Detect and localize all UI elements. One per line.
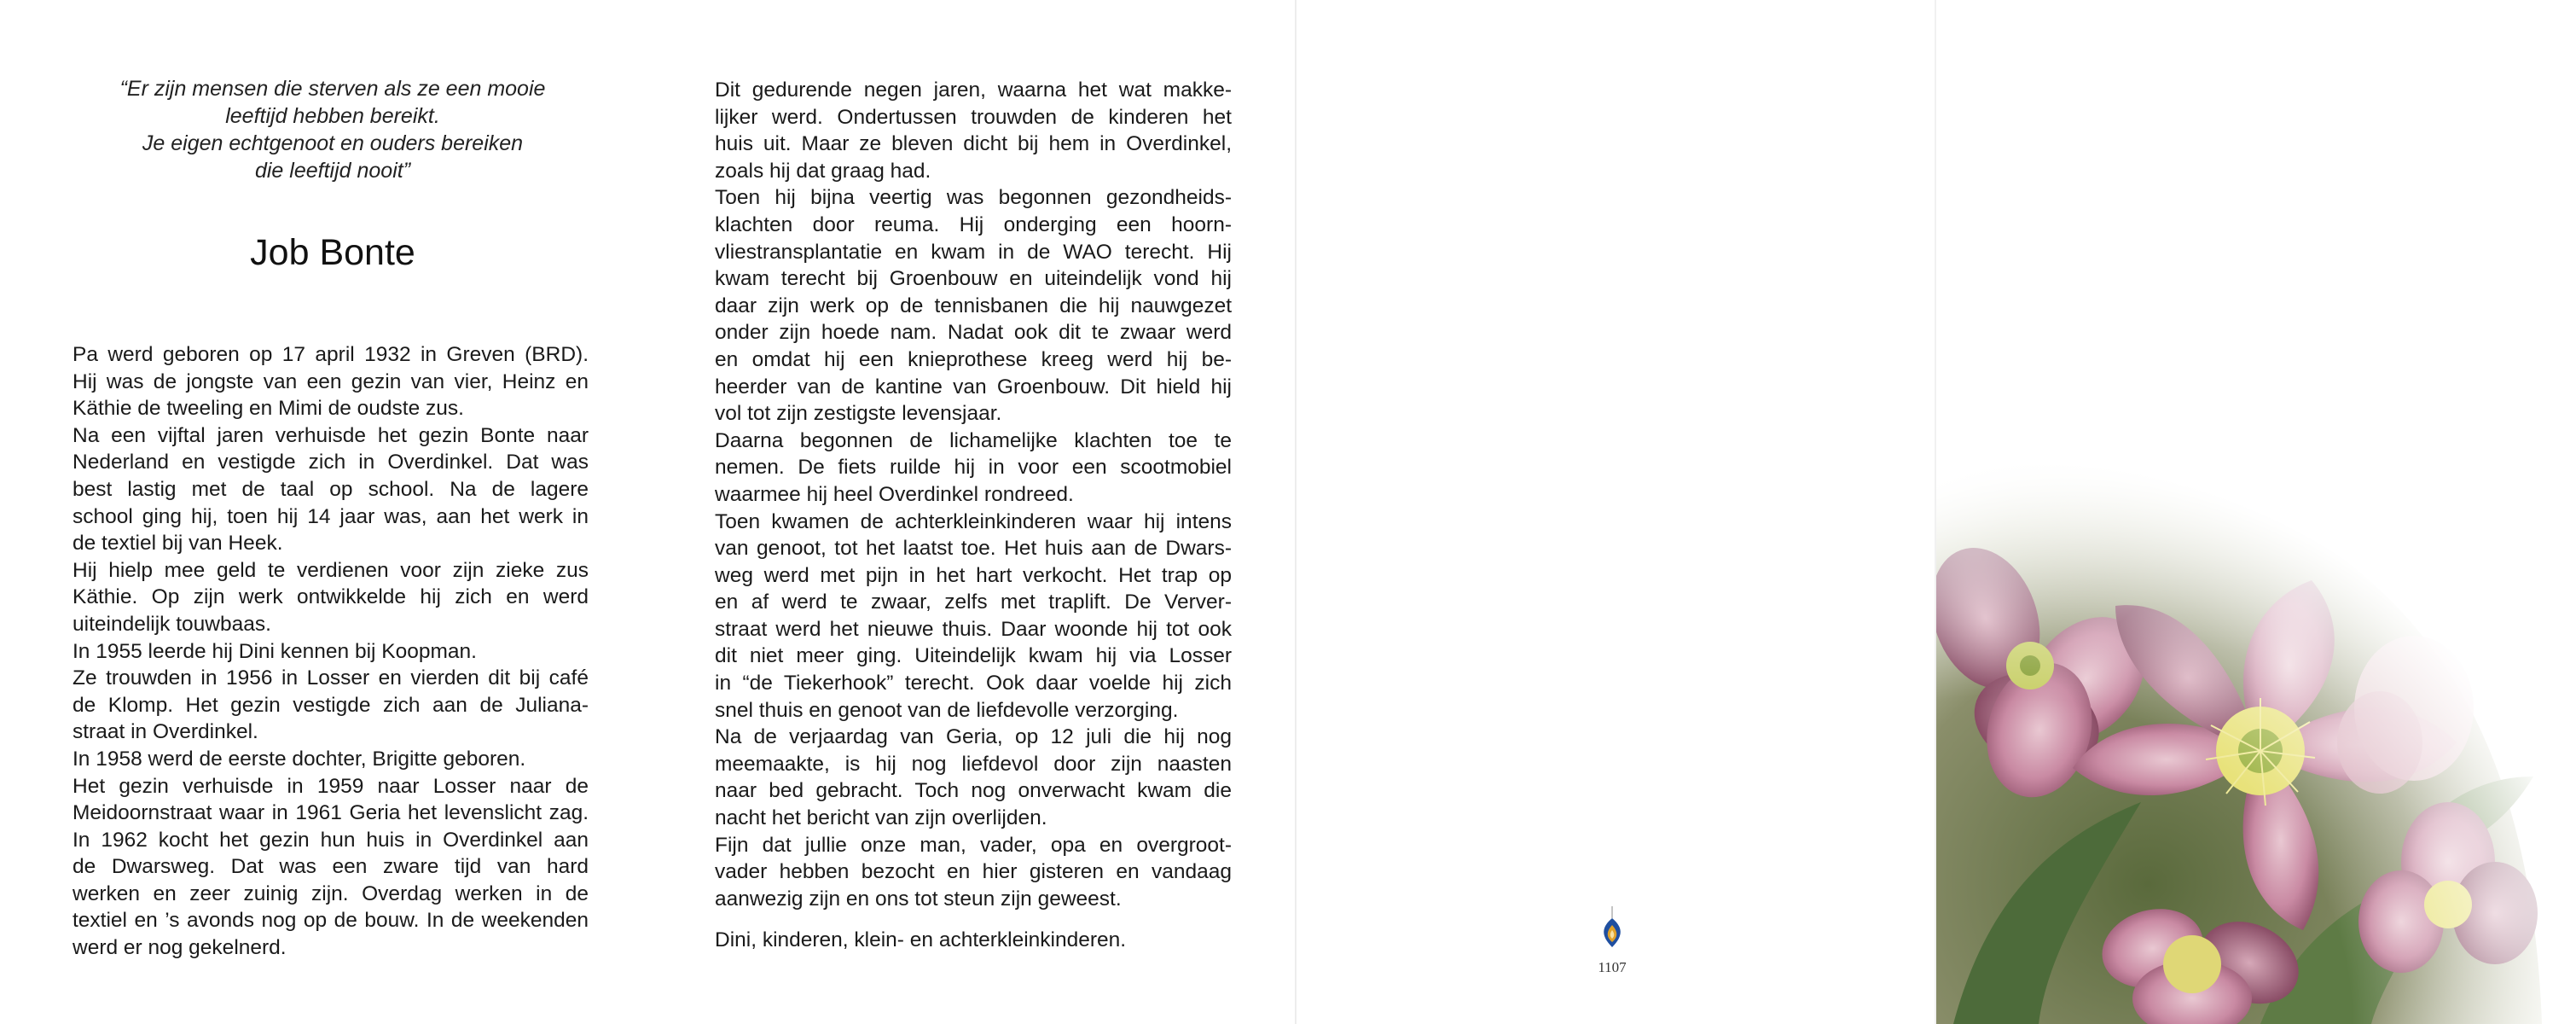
- text-line: werken en zeer zuinig zijn. Overdag werken in de: [73, 881, 589, 905]
- text-line: lijker werd. Ondertussen trouwden de kinderen het: [715, 105, 1232, 129]
- text-line: Käthie. Op zijn werk ontwikkelde hij zich en werd: [73, 585, 589, 609]
- text-line: zoals hij dat graag had.: [715, 159, 931, 183]
- text-line: Hij hielp mee geld te verdienen voor zijn zieke zus: [73, 558, 589, 582]
- quote-line: leeftijd hebben bereikt.: [225, 104, 440, 128]
- text-line: nemen. De fiets ruilde hij in voor een scootmobiel: [715, 456, 1232, 480]
- text-line: Na de verjaardag van Geria, op 12 juli die hij nog: [715, 725, 1232, 749]
- text-line: Daarna begonnen de lichamelijke klachten toe te: [715, 428, 1232, 452]
- text-line: textiel en ’s avonds nog op de bouw. In de weekenden: [73, 909, 589, 933]
- text-line: onder zijn hoede nam. Nadat ook dit te zwaar werd: [715, 321, 1232, 345]
- text-line: in “de Tiekerhook” terecht. Ook daar voelde hij zich: [715, 672, 1232, 695]
- text-line: vader hebben bezocht en hier gisteren en vandaag: [715, 860, 1232, 884]
- text-line: In 1962 kocht het gezin hun huis in Overdinkel aan: [73, 828, 589, 852]
- deceased-name: Job Bonte: [250, 232, 415, 273]
- text-line: In 1955 leerde hij Dini kennen bij Koopman.: [73, 639, 477, 663]
- text-line: van genoot, tot het laatst toe. Het huis aan de Dwars-: [715, 537, 1232, 561]
- hellebore-flowers-image: [1936, 0, 2576, 1024]
- card-page-front: [1936, 0, 2576, 1024]
- biography-column-2: [715, 77, 1232, 912]
- text-line: weg werd met pijn in het hart verkocht. Het trap op: [715, 563, 1232, 587]
- text-line: Na een vijftal jaren verhuisde het gezin Bonte naar: [73, 423, 589, 447]
- text-line: Käthie de tweeling en Mimi de oudste zus.: [73, 397, 464, 421]
- text-line: Het gezin verhuisde in 1959 naar Losser naar de: [73, 774, 589, 798]
- text-line: uiteindelijk touwbaas.: [73, 612, 271, 636]
- flame-logo-icon: [1597, 906, 1627, 951]
- text-line: naar bed gebracht. Toch nog onverwacht kwam die: [715, 779, 1232, 803]
- quote-line: “Er zijn mensen die sterven als ze een mooie: [119, 77, 546, 101]
- text-line: kwam terecht bij Groenbouw en uiteindelijk vond hij: [715, 267, 1232, 291]
- text-line: daar zijn werk op de tennisbanen die hij nauwgezet: [715, 294, 1232, 317]
- text-line: de Dwarsweg. Dat was een zware tijd van hard: [73, 855, 589, 879]
- text-line: klachten door reuma. Hij onderging een hoorn-: [715, 212, 1232, 236]
- text-line: snel thuis en genoot van de liefdevolle verzorging.: [715, 698, 1179, 722]
- text-line: straat werd het nieuwe thuis. Daar woonde hij tot ook: [715, 617, 1232, 641]
- text-line: best lastig met de taal op school. Na de lagere: [73, 477, 589, 501]
- biography-column-1: [73, 341, 589, 962]
- memorial-quote: [90, 75, 576, 184]
- text-line: vol tot zijn zestigste levensjaar.: [715, 402, 1002, 426]
- text-line: straat in Overdinkel.: [73, 720, 258, 744]
- text-line: de textiel bij van Heek.: [73, 532, 283, 556]
- text-line: de Klomp. Het gezin vestigde zich aan de Juliana-: [73, 693, 589, 717]
- logo-number: 1107: [1598, 959, 1627, 975]
- text-line: Nederland en vestigde zich in Overdinkel. Dat was: [73, 451, 589, 474]
- text-line: school ging hij, toen hij 14 jaar was, aan het werk in: [73, 504, 589, 528]
- text-line: werd er nog gekelnerd.: [73, 936, 287, 960]
- family-signoff: Dini, kinderen, klein- en achterkleinkinderen.: [715, 928, 1127, 951]
- text-line: vliestransplantatie en kwam in de WAO terecht. Hij: [715, 240, 1232, 264]
- text-line: Toen hij bijna veertig was begonnen gezondheids-: [715, 186, 1232, 210]
- text-line: huis uit. Maar ze bleven dicht bij hem in Overdinkel,: [715, 132, 1232, 156]
- text-line: In 1958 werd de eerste dochter, Brigitte geboren.: [73, 747, 526, 771]
- text-line: aanwezig zijn en ons tot steun zijn geweest.: [715, 887, 1122, 911]
- quote-line: Je eigen echtgenoot en ouders bereiken: [142, 131, 524, 155]
- card-page-left: [0, 0, 648, 1024]
- text-line: Meidoornstraat waar in 1961 Geria het levenslicht zag.: [73, 801, 589, 825]
- text-line: heerder van de kantine van Groenbouw. Dit hield hij: [715, 375, 1232, 399]
- card-page-back: [1297, 0, 1936, 1024]
- text-line: meemaakte, is hij nog liefdevol door zijn naasten: [715, 752, 1232, 776]
- quote-line: die leeftijd nooit”: [254, 159, 411, 183]
- text-line: dit niet meer ging. Uiteindelijk kwam hij via Losser: [715, 644, 1232, 668]
- text-line: en omdat hij een knieprothese kreeg werd hij be-: [715, 347, 1232, 371]
- text-line: waarmee hij heel Overdinkel rondreed.: [715, 482, 1074, 506]
- text-line: Toen kwamen de achterkleinkinderen waar hij intens: [715, 509, 1232, 533]
- text-line: Dit gedurende negen jaren, waarna het wat makke-: [715, 79, 1232, 102]
- text-line: Pa werd geboren op 17 april 1932 in Greven (BRD).: [73, 343, 589, 366]
- text-line: nacht het bericht van zijn overlijden.: [715, 806, 1047, 830]
- text-line: en af werd te zwaar, zelfs met traplift. De Verver-: [715, 591, 1232, 614]
- text-line: Ze trouwden in 1956 in Losser en vierden dit bij café: [73, 666, 589, 690]
- text-line: Fijn dat jullie onze man, vader, opa en overgroot-: [715, 833, 1232, 857]
- text-line: Hij was de jongste van een gezin van vier, Heinz en: [73, 369, 589, 393]
